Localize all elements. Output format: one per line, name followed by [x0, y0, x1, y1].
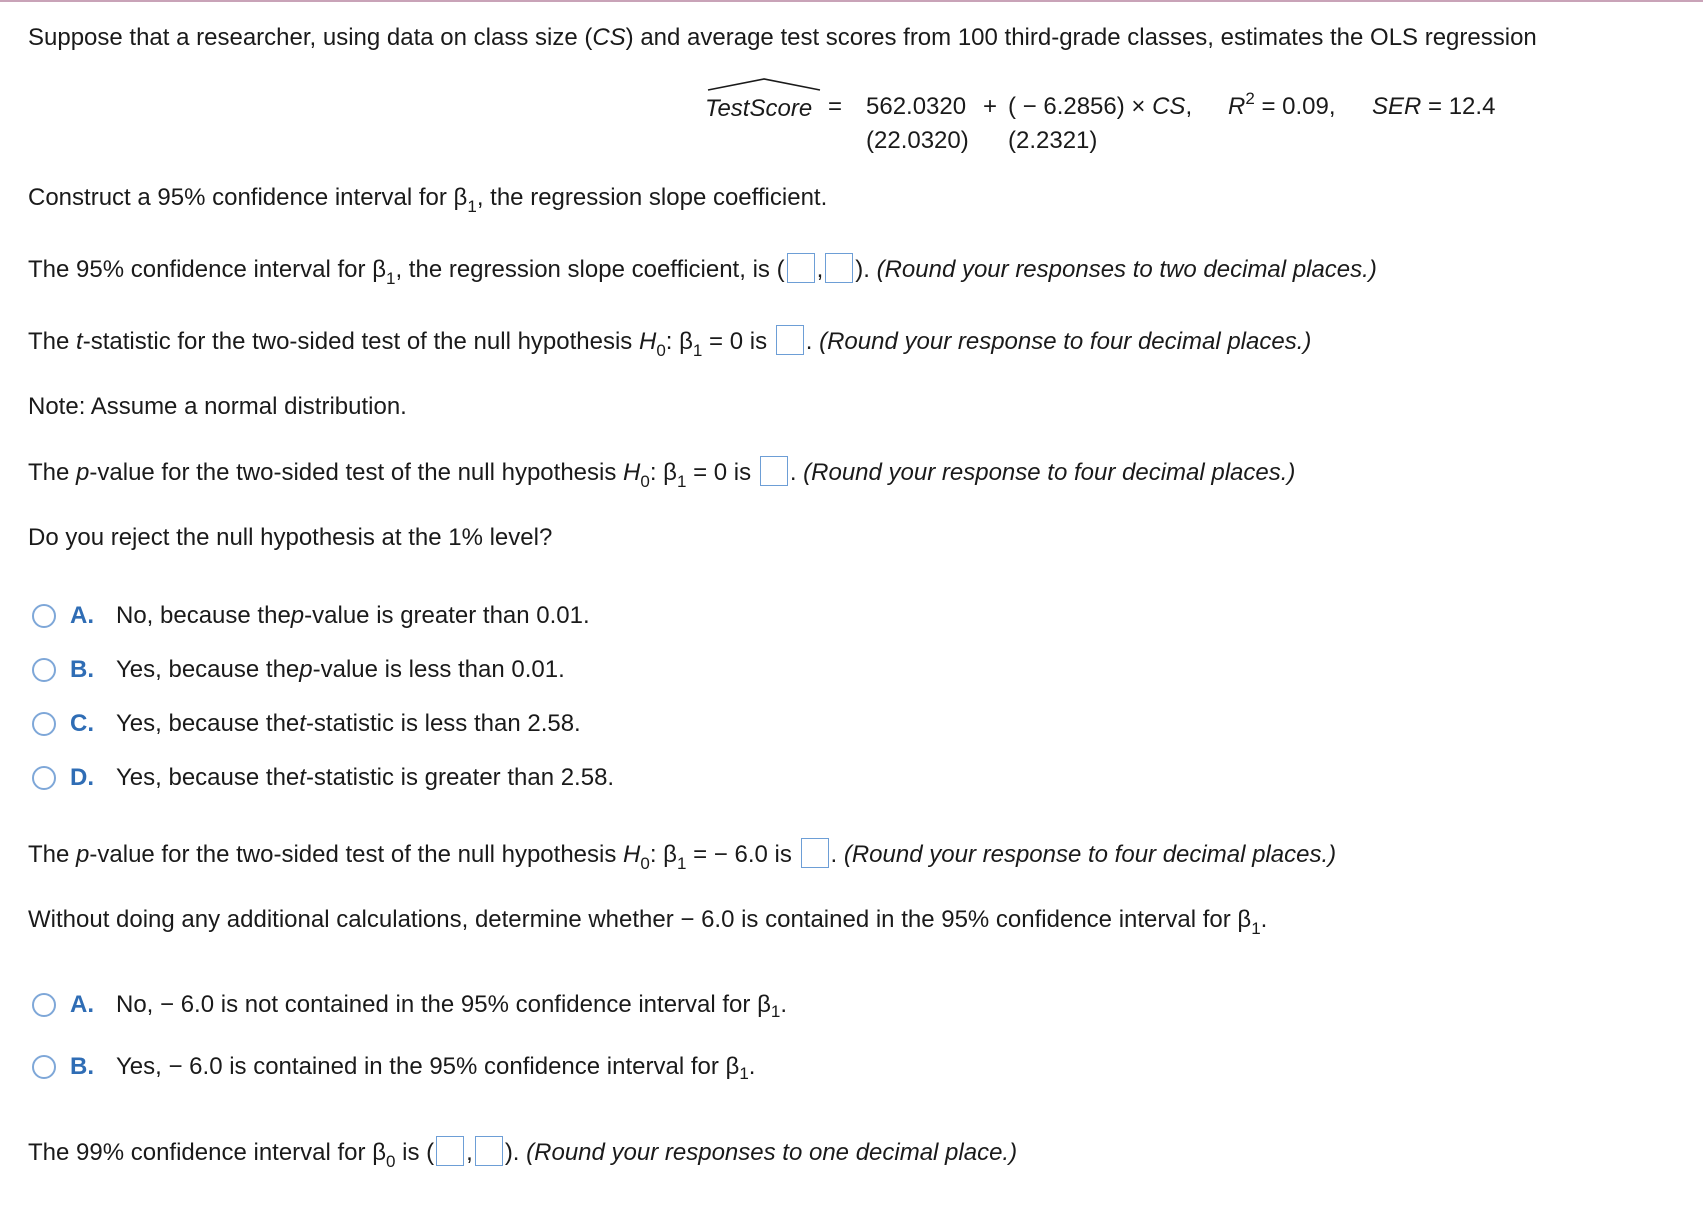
ci95-lower-input[interactable] [787, 253, 815, 283]
hat-accent [706, 76, 822, 94]
ci95-upper-input[interactable] [825, 253, 853, 283]
tstat-question: The t-statistic for the two-sided test of the null hypothesis $H_0$: $\beta_1 = 0$ is . (Round your response to four decimal places.) [28, 325, 1311, 360]
pvalue-question: The p-value for the two-sided test of the null hypothesis $H_0$: $\beta_1 = 0$ is . (Round your response to four decimal places.) [28, 456, 1295, 491]
regression-equals: = [828, 93, 843, 120]
contained-question: Without doing any additional calculations, determine whether − 6.0 is contained in the 95% confidence interval for $\beta_1$. [28, 906, 1268, 938]
pvalue-input[interactable] [760, 456, 788, 486]
option-1c[interactable]: C. Yes, because the t -statistic is less than 2.58. [32, 708, 581, 740]
note-normal: Note: Assume a normal distribution. [28, 393, 407, 420]
reject-question: Do you reject the null hypothesis at the 1% level? [28, 524, 553, 551]
pvalue-minus6-question: The p-value for the two-sided test of the null hypothesis $H_0$: $\beta_1$ = − 6.0 is . (Round your response to four decimal places.) [28, 838, 1336, 873]
radio-1a[interactable] [32, 604, 56, 628]
construct-text: Construct a 95% confidence interval for $\beta_1$, the regression slope coefficient. [28, 184, 828, 216]
se-slope: (2.2321) [1008, 127, 1098, 154]
pvalue-minus6-input[interactable] [801, 838, 829, 868]
ci99-lower-input[interactable] [436, 1136, 464, 1166]
regression-slope: ( − 6.2856) × CS, [1008, 93, 1193, 120]
ci95-question: The 95% confidence interval for $\beta_1$, the regression slope coefficient, is ( , ). (Round your responses to two decimal places.) [28, 253, 1377, 288]
se-intercept: (22.0320) [866, 127, 969, 154]
tstat-input[interactable] [776, 325, 804, 355]
ci99-upper-input[interactable] [475, 1136, 503, 1166]
regression-r2: $R^2 = 0.09$, [1228, 89, 1336, 120]
regression-ser: SER = 12.4 [1372, 93, 1496, 120]
intro-text: Suppose that a researcher, using data on class size (CS) and average test scores from 100 third-grade classes, estimates the OLS regression [28, 24, 1537, 51]
regression-lhs: TestScore [705, 95, 813, 122]
option-2a[interactable]: A. No, − 6.0 is not contained in the 95% confidence interval for β 1 . [32, 989, 787, 1021]
top-divider [0, 0, 1703, 2]
option-1b[interactable]: B. Yes, because the p -value is less than 0.01. [32, 654, 565, 686]
option-1a[interactable]: A. No, because the p -value is greater than 0.01. [32, 600, 590, 632]
radio-1c[interactable] [32, 712, 56, 736]
radio-1b[interactable] [32, 658, 56, 682]
ci99-question: The 99% confidence interval for $\beta_0$ is ( , ). (Round your responses to one decimal place.) [28, 1136, 1017, 1171]
regression-plus: + [983, 93, 998, 120]
option-1d[interactable]: D. Yes, because the t -statistic is greater than 2.58. [32, 762, 614, 794]
radio-1d[interactable] [32, 766, 56, 790]
regression-intercept: 562.0320 [866, 93, 967, 120]
option-2b[interactable]: B. Yes, − 6.0 is contained in the 95% confidence interval for β 1 . [32, 1051, 755, 1083]
radio-2b[interactable] [32, 1055, 56, 1079]
radio-2a[interactable] [32, 993, 56, 1017]
